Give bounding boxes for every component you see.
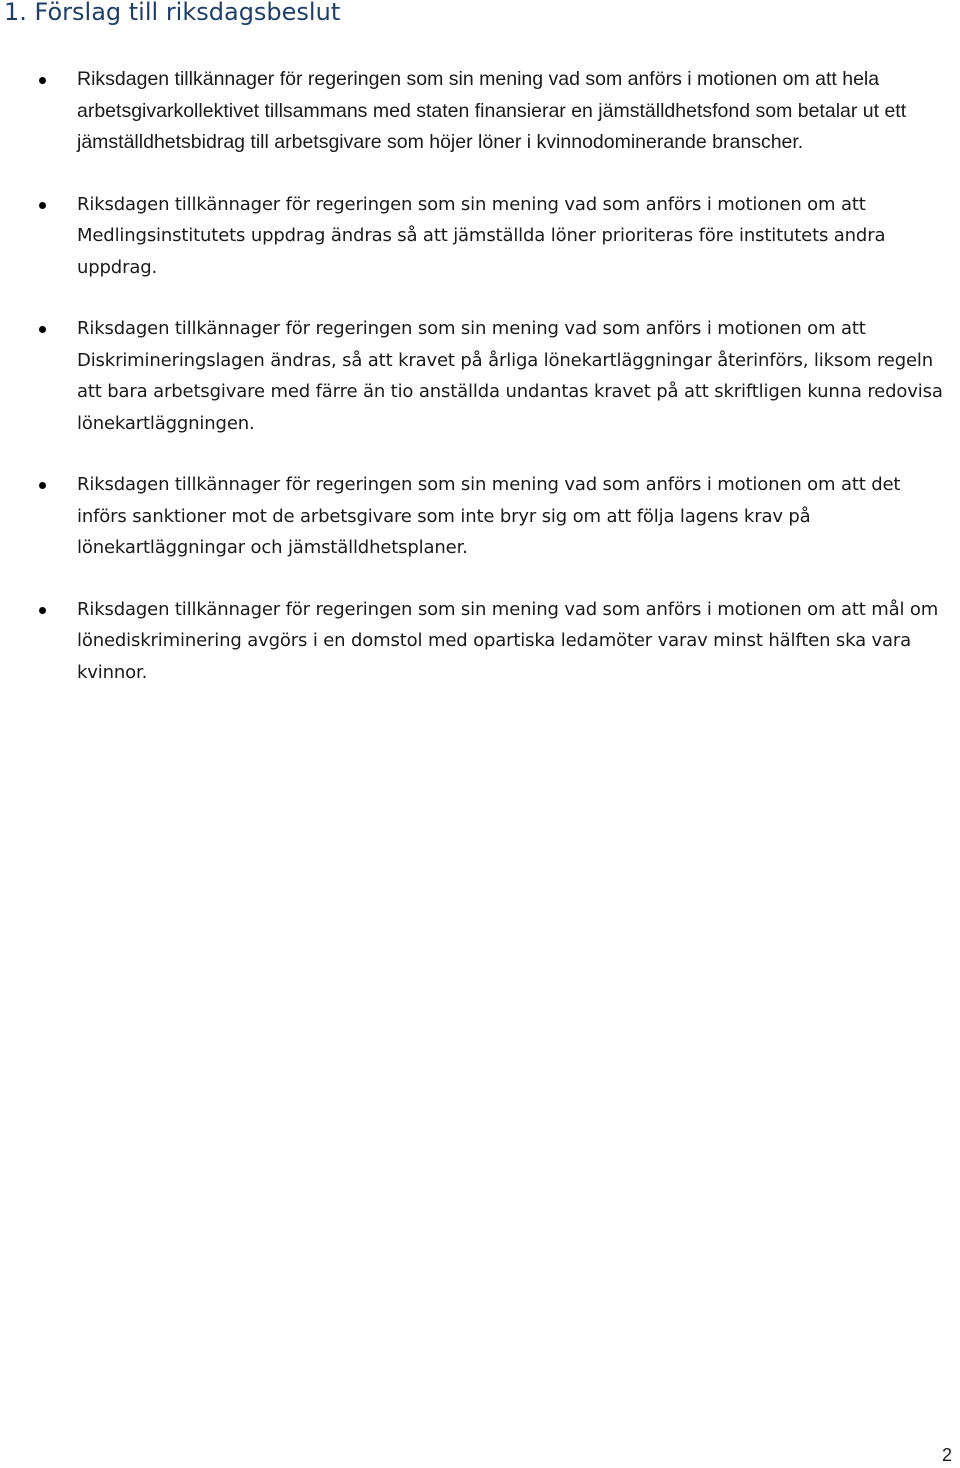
list-item-text: Riksdagen tillkännager för regeringen som sin mening vad som anförs i motionen om att mål om lönediskriminering avgörs i en domstol med opartiska ledamöter varav minst hälften ska vara kvinnor. <box>77 598 939 683</box>
list-item <box>0 313 960 439</box>
list-item <box>0 64 960 159</box>
list-item <box>0 594 960 689</box>
bullet-icon <box>39 326 46 333</box>
page-number: 2 <box>941 1445 952 1465</box>
list-item <box>0 189 960 284</box>
bullet-icon <box>39 77 46 84</box>
section-heading: 1. Förslag till riksdagsbeslut <box>4 0 341 26</box>
bullet-icon <box>39 202 46 209</box>
list-item-text: Riksdagen tillkännager för regeringen som sin mening vad som anförs i motionen om att det införs sanktioner mot de arbetsgivare som inte bryr sig om att följa lagens krav på lönekartläggningar och jämställdhetsplaner. <box>77 474 901 558</box>
list-item <box>0 469 960 564</box>
bullet-icon <box>39 607 46 614</box>
bullet-icon <box>39 482 46 489</box>
list-item-text: Riksdagen tillkännager för regeringen som sin mening vad som anförs i motionen om att Diskrimineringslagen ändras, så att kravet på årliga lönekartläggningar återinförs, liksom regeln att bara arbetsgivare med färre än tio anställda undantas kravet på att skriftligen kunna redovisa lönekartläggningen. <box>77 318 943 434</box>
list-item-text: Riksdagen tillkännager för regeringen som sin mening vad som anförs i motionen om att Medlingsinstitutets uppdrag ändras så att jämställda löner prioriteras före institutets andra uppdrag. <box>77 193 886 278</box>
proposal-list <box>0 64 960 718</box>
list-item-text: Riksdagen tillkännager för regeringen som sin mening vad som anförs i motionen om att hela arbetsgivarkollektivet tillsammans med staten finansierar en jämställdhetsfond som betalar ut ett jämställdhetsbidrag till arbetsgivare som höjer löner i kvinnodominerande branscher. <box>77 68 907 153</box>
